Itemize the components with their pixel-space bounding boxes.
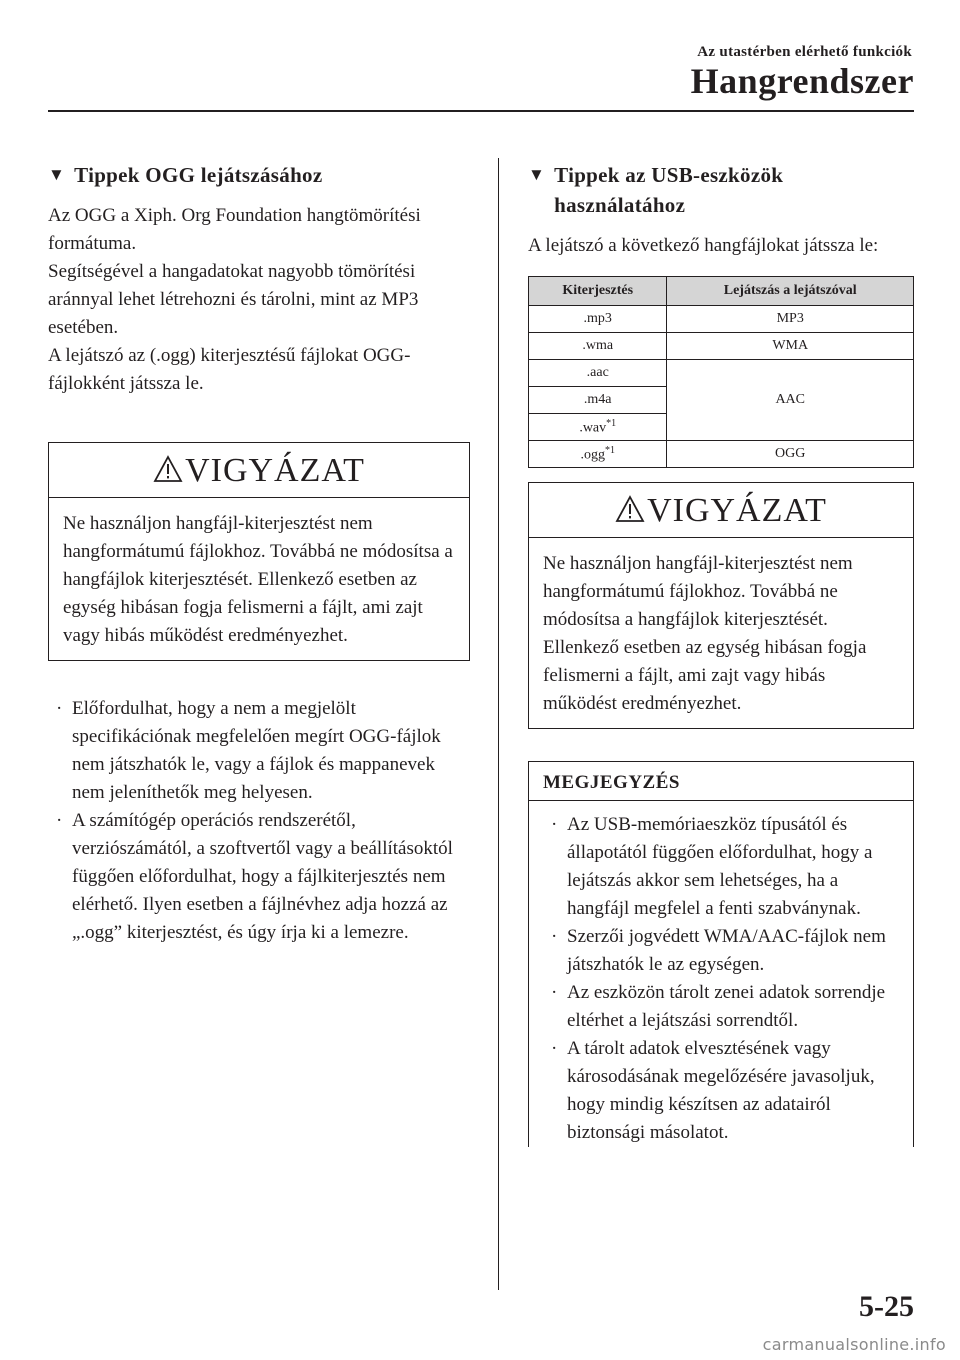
list-item: · Az USB-memóriaeszköz típusától és állapotától függően előfordulhat, hogy a lejátszás akkor sem lehetséges, ha a hangfájl megfelel a fenti szabványnak.: [551, 814, 873, 919]
caution-box-left: [48, 442, 470, 661]
ogg-paragraph-2: Segítségével a hangadatokat nagyobb tömörítési aránnyal lehet létrehozni és tárolni, mint az MP3 esetében.: [48, 261, 419, 338]
formats-table: [528, 276, 914, 468]
ogg-bullet-list: [48, 695, 470, 947]
list-item: · A tárolt adatok elvesztésének vagy károsodásának megelőzésére javasoljuk, hogy mindig készítsen az adatairól biztonsági másolatot.: [551, 1038, 875, 1143]
triangle-down-icon: ▼: [48, 165, 66, 184]
page-number: 5-25: [859, 1290, 914, 1323]
right-column: [528, 160, 914, 1147]
caution-box-right: [528, 482, 914, 729]
table-row: .m4a: [529, 387, 914, 414]
ogg-paragraph-1: Az OGG a Xiph. Org Foundation hangtömörítési formátuma.: [48, 205, 421, 254]
table-row: .wav$^{*1}$: [529, 414, 914, 441]
watermark: carmanualsonline.info: [762, 1335, 946, 1354]
caution-text: Ne használjon hangfájl-kiterjesztést nem hangformátumú fájlokhoz. Továbbá ne módosítsa a hangfájlok kiterjesztését. Ellenkező esetben az egység hibásan fogja felismerni a fájlt, ami zajt vagy hibás működést eredményezhet.: [543, 553, 867, 714]
caution-header: VIGYÁZAT: [49, 443, 469, 498]
table-row: .ogg$^{*1}$ OGG: [529, 441, 914, 468]
note-bullet-list: [543, 811, 899, 1147]
note-header: MEGJEGYZÉS: [529, 762, 913, 801]
caution-text: Ne használjon hangfájl-kiterjesztést nem hangformátumú fájlokhoz. Továbbá ne módosítsa a hangfájlok kiterjesztését. Ellenkező esetben az egység hibásan fogja felismerni a fájlt, ami zajt vagy hibás működést eredményezhet.: [63, 513, 453, 646]
left-column: [48, 160, 470, 947]
warning-triangle-icon: [615, 495, 645, 523]
column-header-extension: Kiterjesztés: [529, 277, 667, 306]
table-header-row: [529, 277, 914, 306]
table-row: .mp3 MP3: [529, 306, 914, 333]
column-divider: [498, 158, 499, 1290]
triangle-down-icon: ▼: [528, 165, 546, 184]
table-row: .aac AAC: [529, 360, 914, 387]
usb-tips-heading: ▼ Tippek az USB-eszközök használatához: [528, 160, 914, 220]
list-item: · Szerzői jogvédett WMA/AAC-fájlok nem játszhatók le az egységen.: [551, 926, 886, 975]
ogg-tips-heading: ▼ Tippek OGG lejátszásához: [48, 160, 470, 190]
list-item: · Előfordulhat, hogy a nem a megjelölt specifikációnak megfelelően megírt OGG-fájlok nem játszhatók le, vagy a fájlok és mappanevek nem jeleníthetők meg helyesen.: [56, 698, 441, 803]
warning-triangle-icon: [153, 455, 183, 483]
column-header-player: Lejátszás a lejátszóval: [667, 277, 914, 306]
caution-header: VIGYÁZAT: [529, 483, 913, 538]
section-header: Az utastérben elérhető funkciók: [697, 44, 912, 60]
ogg-paragraph-3: A lejátszó az (.ogg) kiterjesztésű fájlokat OGG-fájlokként játssza le.: [48, 345, 411, 394]
note-box: [528, 761, 914, 1147]
header-divider: [48, 110, 914, 112]
list-item: · A számítógép operációs rendszerétől, verziószámától, a szoftvertől vagy a beállításoktól függően előfordulhat, hogy a fájlkiterjesztés nem elérhető. Ilyen esetben a fájlnévhez adja hozzá az „.ogg” kiterjesztést, és úgy írja ki a lemezre.: [56, 810, 453, 943]
page-title: Hangrendszer: [690, 61, 914, 101]
usb-intro: A lejátszó a következő hangfájlokat játssza le:: [528, 235, 879, 256]
table-row: .wma WMA: [529, 333, 914, 360]
list-item: · Az eszközön tárolt zenei adatok sorrendje eltérhet a lejátszási sorrendtől.: [551, 982, 886, 1031]
